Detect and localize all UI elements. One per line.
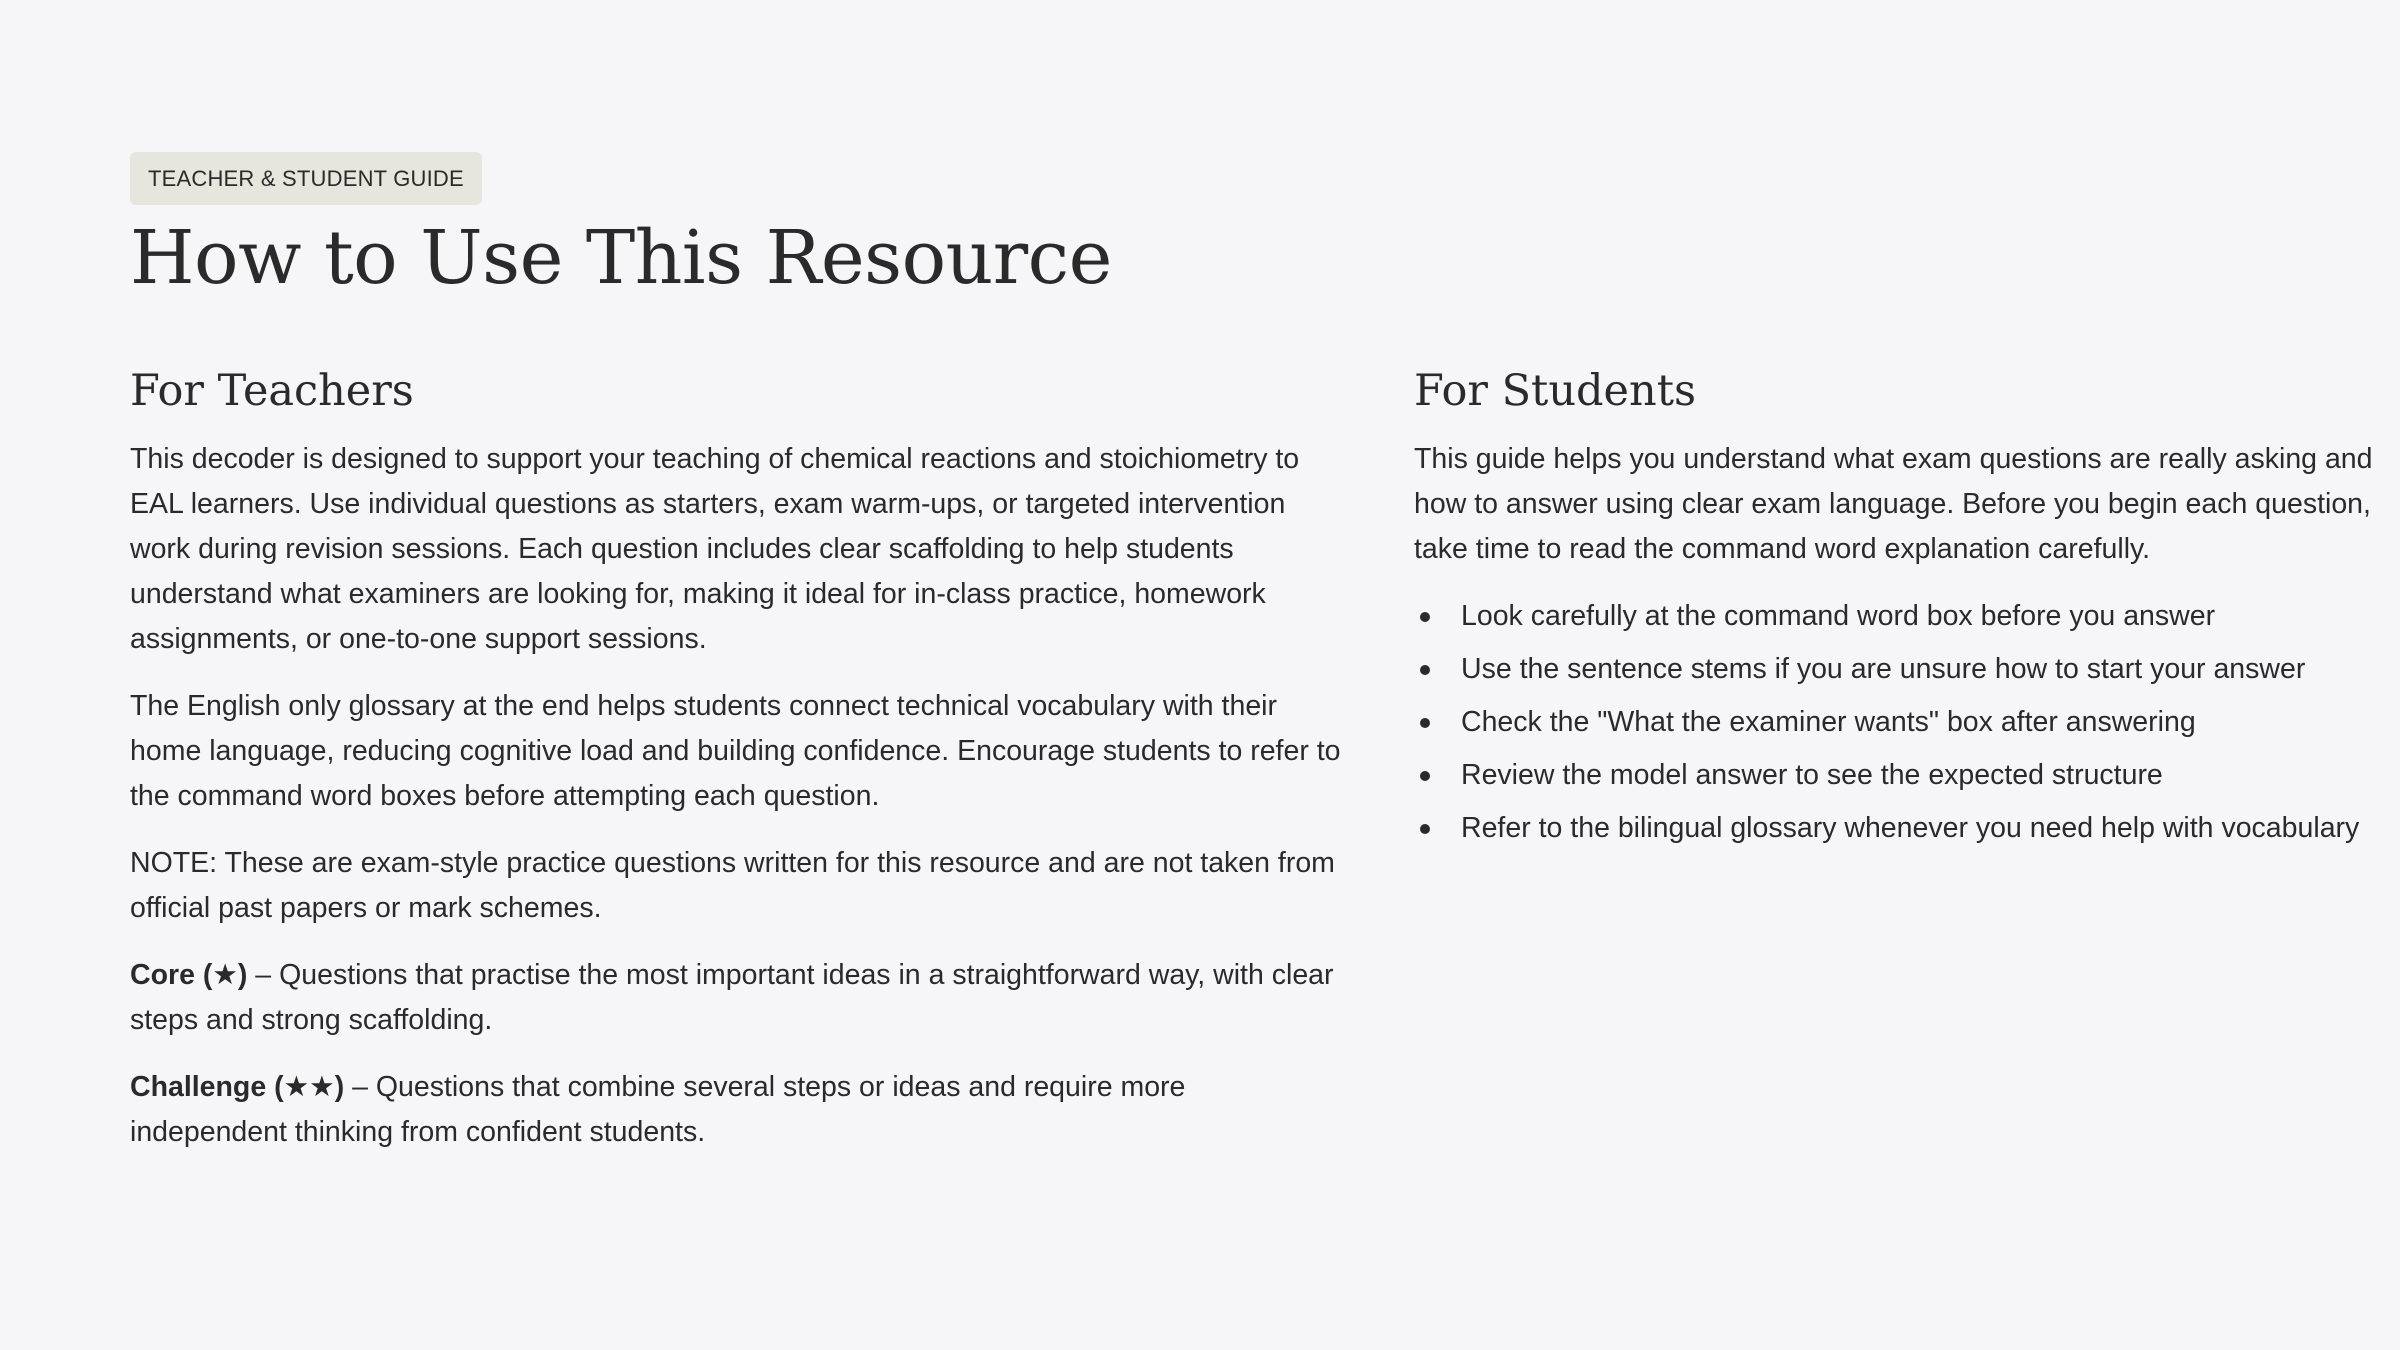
level-core-label: Core (★) bbox=[130, 959, 248, 991]
page-title: How to Use This Resource bbox=[130, 215, 1112, 301]
list-item-text: Check the "What the examiner wants" box after answering bbox=[1461, 706, 2196, 738]
level-challenge bbox=[130, 1065, 1350, 1155]
bullet-dot-icon bbox=[1420, 718, 1430, 728]
bullet-dot-icon bbox=[1420, 612, 1430, 622]
list-item bbox=[1414, 806, 2394, 851]
teachers-paragraph: The English only glossary at the end helps students connect technical vocabulary with their home language, reducing cognitive load and building confidence. Encourage students to refer to the command word boxes before attempting each question. bbox=[130, 690, 1341, 812]
list-item-text: Look carefully at the command word box before you answer bbox=[1461, 600, 2216, 632]
students-intro: This guide helps you understand what exam questions are really asking and how to answer using clear exam language. Before you begin each question, take time to read the command word explanation carefully. bbox=[1414, 443, 2373, 565]
teachers-heading: For Teachers bbox=[130, 366, 414, 416]
level-challenge-description: – Questions that combine several steps or ideas and require more independent thinking from confident students. bbox=[130, 1071, 1186, 1148]
level-core bbox=[130, 953, 1350, 1043]
students-tips-list bbox=[1414, 594, 2394, 851]
content-columns bbox=[130, 363, 2373, 1263]
bullet-dot-icon bbox=[1420, 665, 1430, 675]
level-challenge-label: Challenge (★★) bbox=[130, 1071, 345, 1103]
list-item-text: Review the model answer to see the expected structure bbox=[1461, 759, 2163, 791]
list-item bbox=[1414, 647, 2394, 692]
list-item bbox=[1414, 753, 2394, 798]
students-section bbox=[1414, 363, 2394, 859]
eyebrow-badge: TEACHER & STUDENT GUIDE bbox=[130, 152, 482, 205]
teachers-section bbox=[130, 363, 1350, 1177]
list-item-text: Refer to the bilingual glossary whenever you need help with vocabulary bbox=[1461, 812, 2360, 844]
teachers-note: NOTE: These are exam-style practice questions written for this resource and are not taken from official past papers or mark schemes. bbox=[130, 847, 1335, 924]
bullet-dot-icon bbox=[1420, 771, 1430, 781]
list-item bbox=[1414, 700, 2394, 745]
students-heading: For Students bbox=[1414, 366, 1697, 416]
list-item bbox=[1414, 594, 2394, 639]
teachers-paragraph: This decoder is designed to support your teaching of chemical reactions and stoichiometry to EAL learners. Use individual questions as starters, exam warm-ups, or targeted intervention work during revision sessions. Each question includes clear scaffolding to help students understand what examiners are looking for, making it ideal for in-class practice, homework assignments, or one-to-one support sessions. bbox=[130, 443, 1300, 655]
list-item-text: Use the sentence stems if you are unsure how to start your answer bbox=[1461, 653, 2306, 685]
bullet-dot-icon bbox=[1420, 824, 1430, 834]
level-core-description: – Questions that practise the most important ideas in a straightforward way, with clear steps and strong scaffolding. bbox=[130, 959, 1334, 1036]
